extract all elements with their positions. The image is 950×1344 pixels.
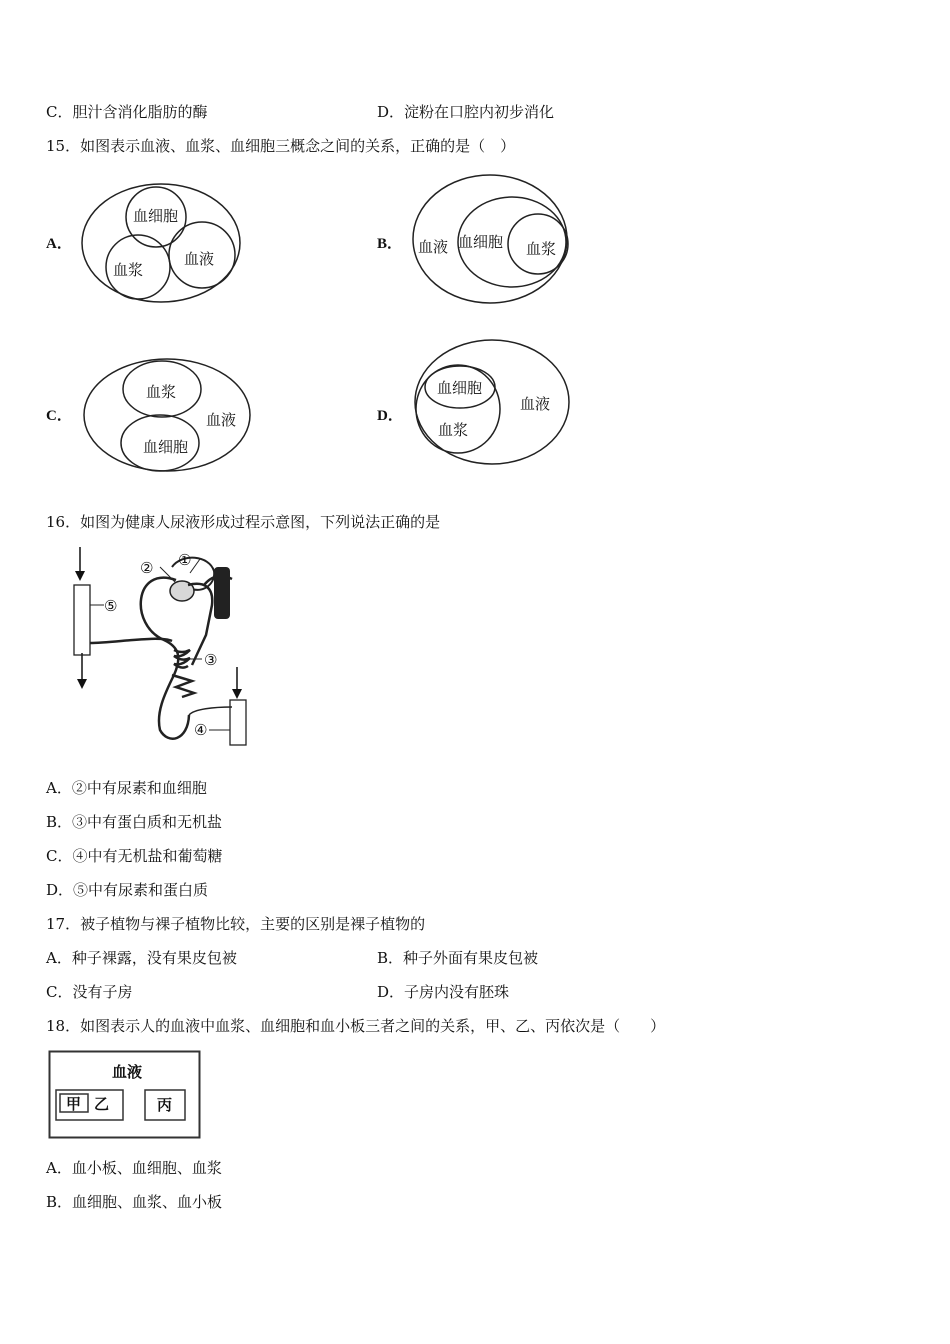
q16-option-b: B．③中有蛋白质和无机盐 xyxy=(46,813,223,831)
q15-a-label-cells: 血细胞 xyxy=(133,207,179,225)
q14-option-d: D．淀粉在口腔内初步消化 xyxy=(377,103,555,121)
q15-c-label-cells: 血细胞 xyxy=(143,438,189,456)
q16-option-c: C．④中有无机盐和葡萄糖 xyxy=(46,847,223,865)
q18-label-yi: 乙 xyxy=(94,1095,110,1113)
q15-b-label-cells: 血细胞 xyxy=(458,233,504,251)
q17-option-a: A．种子裸露，没有果皮包被 xyxy=(46,949,237,967)
q15-d-label-cells: 血细胞 xyxy=(437,379,483,397)
q15-diagram-c xyxy=(80,355,255,475)
q15-option-d-letter: D． xyxy=(377,408,403,424)
q15-b-label-plasma: 血浆 xyxy=(526,240,557,258)
q16-nephron-diagram xyxy=(64,545,264,750)
q16-label-2: ② xyxy=(140,559,154,577)
q18-label-jia: 甲 xyxy=(66,1095,82,1113)
q15-diagram-a xyxy=(78,175,248,305)
q15-b-label-blood: 血液 xyxy=(418,238,449,256)
q18-option-a: A．血小板、血细胞、血浆 xyxy=(46,1159,222,1177)
q14-option-c: C．胆汁含消化脂肪的酶 xyxy=(46,103,208,121)
q15-a-label-plasma: 血浆 xyxy=(113,261,144,279)
q16-label-5: ⑤ xyxy=(104,597,118,615)
q15-c-label-blood: 血液 xyxy=(206,411,237,429)
q18-label-blood: 血液 xyxy=(112,1063,143,1081)
q15-option-b-letter: B． xyxy=(377,236,403,252)
q18-stem: 18．如图表示人的血液中血浆、血细胞和血小板三者之间的关系，甲、乙、丙依次是（ ） xyxy=(46,1017,666,1035)
q16-label-1: ① xyxy=(178,551,192,569)
q15-a-label-blood: 血液 xyxy=(184,250,215,268)
q15-stem: 15．如图表示血液、血浆、血细胞三概念之间的关系，正确的是（ ） xyxy=(46,137,516,155)
q15-d-label-plasma: 血浆 xyxy=(438,421,469,439)
q17-option-c: C．没有子房 xyxy=(46,983,133,1001)
q15-option-c-letter: C． xyxy=(46,408,72,424)
q16-label-3: ③ xyxy=(204,651,218,669)
q16-stem: 16．如图为健康人尿液形成过程示意图，下列说法正确的是 xyxy=(46,513,441,531)
q15-diagram-b xyxy=(410,172,575,307)
q18-label-bing: 丙 xyxy=(157,1096,173,1114)
q15-d-label-blood: 血液 xyxy=(520,395,551,413)
q18-option-b: B．血细胞、血浆、血小板 xyxy=(46,1193,223,1211)
q17-stem: 17．被子植物与裸子植物比较，主要的区别是裸子植物的 xyxy=(46,915,426,933)
q15-diagram-d xyxy=(412,335,577,465)
q16-option-a: A．②中有尿素和血细胞 xyxy=(46,779,207,797)
q17-option-b: B．种子外面有果皮包被 xyxy=(377,949,539,967)
q16-label-4: ④ xyxy=(194,721,208,739)
q17-option-d: D．子房内没有胚珠 xyxy=(377,983,510,1001)
q18-blood-diagram xyxy=(48,1050,203,1140)
q16-option-d: D．⑤中有尿素和蛋白质 xyxy=(46,881,209,899)
q15-c-label-plasma: 血浆 xyxy=(146,383,177,401)
q15-option-a-letter: A． xyxy=(46,236,72,252)
